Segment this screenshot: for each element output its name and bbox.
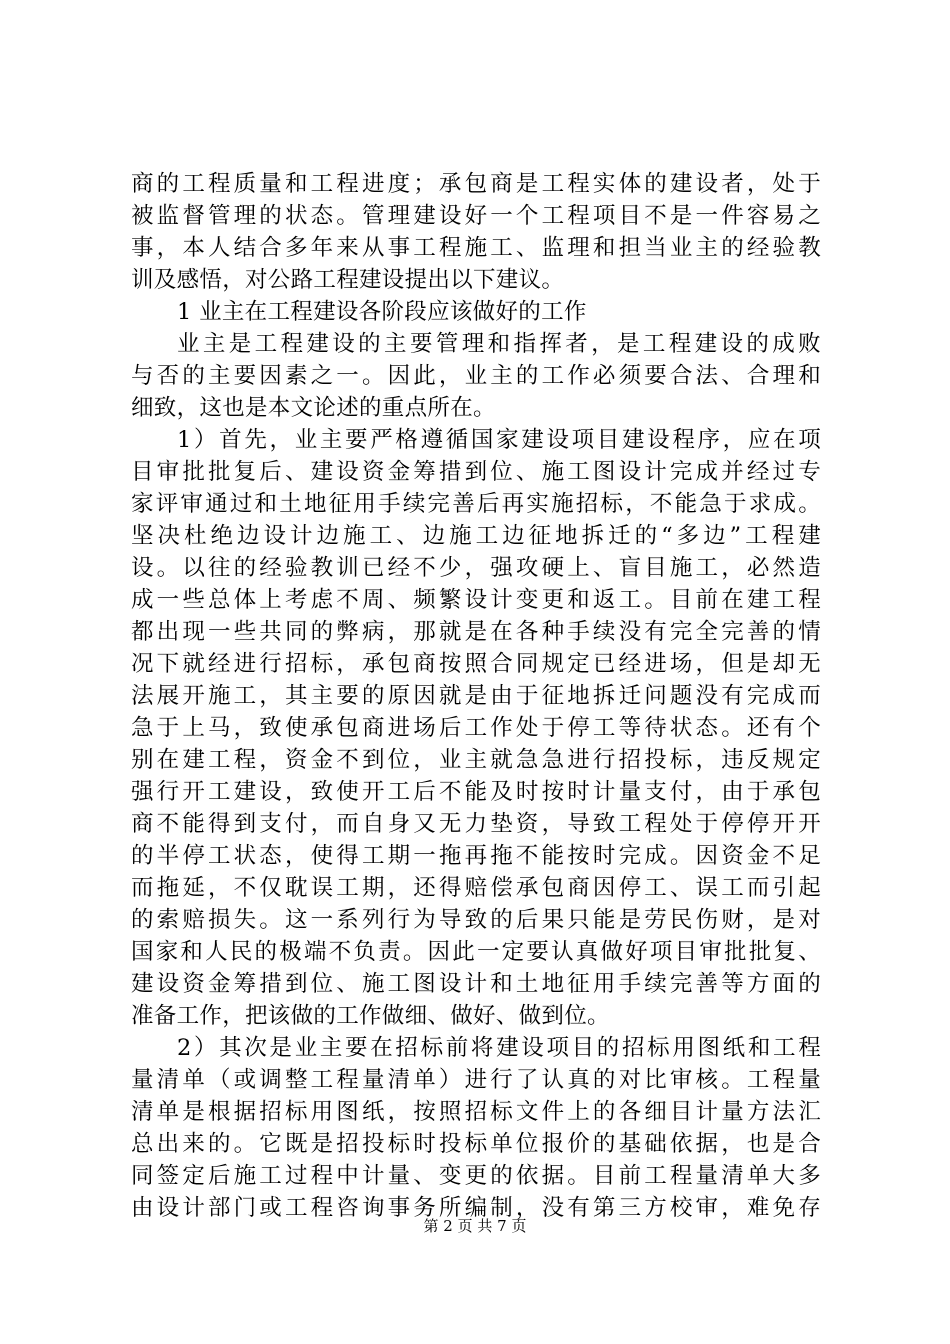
text-line: 的索赔损失。这一系列行为导致的后果只能是劳民伤财，是对 — [131, 907, 821, 933]
text-line: 1）首先，业主要严格遵循国家建设项目建设程序，应在项 — [177, 427, 821, 453]
text-line: 与否的主要因素之一。因此，业主的工作必须要合法、合理和 — [131, 363, 821, 389]
text-line: 况下就经进行招标，承包商按照合同规定已经进场，但是却无 — [131, 651, 821, 677]
text-line: 清单是根据招标用图纸，按照招标文件上的各细目计量方法汇 — [131, 1099, 821, 1125]
text-line: 家评审通过和土地征用手续完善后再实施招标，不能急于求成。 — [131, 491, 821, 517]
text-line: 而拖延，不仅耽误工期，还得赔偿承包商因停工、误工而引起 — [131, 875, 821, 901]
text-line: 成一些总体上考虑不周、频繁设计变更和返工。目前在建工程 — [131, 587, 821, 613]
text-line: 急于上马，致使承包商进场后工作处于停工等待状态。还有个 — [131, 715, 821, 741]
text-line: 总出来的。它既是招投标时投标单位报价的基础依据，也是合 — [131, 1131, 821, 1157]
text-line: 目审批批复后、建设资金筹措到位、施工图设计完成并经过专 — [131, 459, 821, 485]
text-line: 细致，这也是本文论述的重点所在。 — [131, 395, 496, 421]
page-number-footer: 第 2 页 共 7 页 — [423, 1217, 527, 1235]
text-line: 训及感悟，对公路工程建设提出以下建议。 — [131, 267, 565, 293]
text-line: 强行开工建设，致使开工后不能及时按时计量支付，由于承包 — [131, 779, 821, 805]
text-line: 国家和人民的极端不负责。因此一定要认真做好项目审批批复、 — [131, 939, 821, 965]
text-line: 都出现一些共同的弊病，那就是在各种手续没有完全完善的情 — [131, 619, 821, 645]
text-line: 坚决杜绝边设计边施工、边施工边征地拆迁的“多边”工程建 — [131, 523, 821, 549]
body-text — [131, 168, 821, 1224]
text-line: 业主是工程建设的主要管理和指挥者，是工程建设的成败 — [177, 331, 821, 357]
text-line: 被监督管理的状态。管理建设好一个工程项目不是一件容易之 — [131, 203, 821, 229]
text-line: 2）其次是业主要在招标前将建设项目的招标用图纸和工程 — [177, 1035, 821, 1061]
text-line: 由设计部门或工程咨询事务所编制，没有第三方校审，难免存 — [131, 1195, 821, 1221]
text-line: 设。以往的经验教训已经不少，强攻硬上、盲目施工，必然造 — [131, 555, 821, 581]
section-heading: 1 业主在工程建设各阶段应该做好的工作 — [177, 299, 587, 325]
text-line: 商的工程质量和工程进度；承包商是工程实体的建设者，处于 — [131, 171, 821, 197]
text-line: 别在建工程，资金不到位，业主就急急进行招投标，违反规定 — [131, 747, 821, 773]
text-line: 法展开施工，其主要的原因就是由于征地拆迁问题没有完成而 — [131, 683, 821, 709]
text-line: 的半停工状态，使得工期一拖再拖不能按时完成。因资金不足 — [131, 843, 821, 869]
text-line: 量清单（或调整工程量清单）进行了认真的对比审核。工程量 — [131, 1067, 821, 1093]
text-line: 准备工作，把该做的工作做细、做好、做到位。 — [131, 1003, 610, 1029]
text-line: 建设资金筹措到位、施工图设计和土地征用手续完善等方面的 — [131, 971, 821, 997]
text-line: 商不能得到支付，而自身又无力垫资，导致工程处于停停开开 — [131, 811, 821, 837]
text-line: 同签定后施工过程中计量、变更的依据。目前工程量清单大多 — [131, 1163, 821, 1189]
text-line: 事，本人结合多年来从事工程施工、监理和担当业主的经验教 — [131, 235, 821, 261]
